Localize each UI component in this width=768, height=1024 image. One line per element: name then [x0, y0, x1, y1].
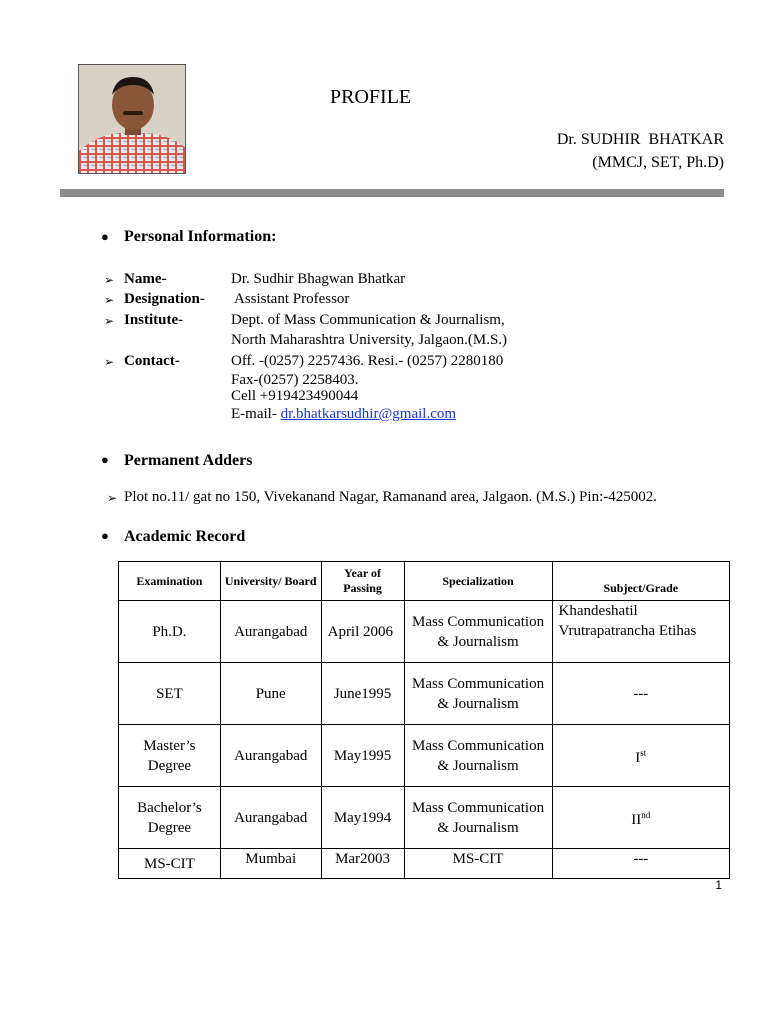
bullet-icon: ●	[101, 229, 109, 244]
address-heading: Permanent Adders	[124, 452, 253, 469]
arrow-bullet-icon: ➢	[104, 293, 115, 307]
profile-photo	[78, 64, 186, 174]
academic-heading: Academic Record	[124, 528, 246, 545]
exam-cell: Ph.D.	[119, 601, 221, 663]
designation-value: Assistant Professor	[234, 291, 350, 307]
grade-cell: ---	[552, 663, 729, 725]
year-cell: Mar2003	[321, 849, 404, 879]
table-row	[119, 725, 730, 787]
grade-cell: Ist	[552, 725, 729, 787]
arrow-bullet-icon: ➢	[104, 355, 115, 369]
column-header-specialization: Specialization	[404, 562, 552, 601]
arrow-bullet-icon: ➢	[104, 314, 115, 328]
board-cell: Aurangabad	[220, 601, 321, 663]
contact-email: E-mail- dr.bhatkarsudhir@gmail.com	[231, 406, 457, 422]
institute-label: Institute-	[124, 312, 184, 328]
year-cell: May1994	[321, 787, 404, 849]
grade-cell: Khandeshatil Vrutrapatrancha Etihas	[552, 601, 729, 663]
header-divider	[60, 189, 724, 197]
year-cell: May1995	[321, 725, 404, 787]
contact-label: Contact-	[124, 353, 180, 369]
exam-cell: SET	[119, 663, 221, 725]
board-cell: Aurangabad	[220, 787, 321, 849]
exam-cell: Bachelor’s Degree	[119, 787, 221, 849]
contact-cell: Cell +919423490044	[231, 388, 359, 404]
column-header-year: Year of Passing	[321, 562, 404, 601]
personal-info-heading: Personal Information:	[124, 228, 277, 245]
page-title: PROFILE	[330, 86, 412, 108]
institute-line-2: North Maharashtra University, Jalgaon.(M.S.)	[231, 332, 508, 348]
year-cell: June1995	[321, 663, 404, 725]
exam-cell: MS-CIT	[119, 849, 221, 879]
contact-phones: Off. -(0257) 2257436. Resi.- (0257) 2280180	[231, 353, 504, 369]
bullet-icon: ●	[101, 528, 109, 543]
exam-cell: Master’s Degree	[119, 725, 221, 787]
table-row	[119, 787, 730, 849]
board-cell: Aurangabad	[220, 725, 321, 787]
table-row	[119, 601, 730, 663]
board-cell: Mumbai	[220, 849, 321, 879]
arrow-bullet-icon: ➢	[104, 273, 115, 287]
grade-cell: ---	[552, 849, 729, 879]
designation-label: Designation-	[124, 291, 205, 307]
grade-superscript: st	[640, 748, 647, 758]
grade-cell: IInd	[552, 787, 729, 849]
specialization-cell: Mass Communication & Journalism	[404, 787, 552, 849]
table-header-row	[119, 562, 730, 601]
column-header-grade: Subject/Grade	[552, 562, 729, 601]
academic-record-table	[118, 561, 730, 879]
contact-fax: Fax-(0257) 2258403.	[231, 372, 359, 388]
specialization-cell: MS-CIT	[404, 849, 552, 879]
arrow-bullet-icon: ➢	[107, 491, 118, 505]
column-header-board: University/ Board	[220, 562, 321, 601]
table-row	[119, 849, 730, 879]
person-name: Dr. SUDHIR BHATKAR	[556, 131, 724, 148]
person-qualifications: (MMCJ, SET, Ph.D)	[592, 154, 724, 171]
grade-superscript: nd	[641, 810, 651, 820]
table-row	[119, 663, 730, 725]
bullet-icon: ●	[101, 452, 109, 467]
name-value: Dr. Sudhir Bhagwan Bhatkar	[231, 271, 406, 287]
specialization-cell: Mass Communication & Journalism	[404, 601, 552, 663]
specialization-cell: Mass Communication & Journalism	[404, 663, 552, 725]
board-cell: Pune	[220, 663, 321, 725]
column-header-examination: Examination	[119, 562, 221, 601]
page-number: 1	[715, 878, 722, 892]
institute-line-1: Dept. of Mass Communication & Journalism,	[231, 312, 505, 328]
name-label: Name-	[124, 271, 167, 287]
specialization-cell: Mass Communication & Journalism	[404, 725, 552, 787]
email-link[interactable]: dr.bhatkarsudhir@gmail.com	[280, 406, 457, 422]
year-cell: April 2006	[321, 601, 404, 663]
address-text: Plot no.11/ gat no 150, Vivekanand Nagar, Ramanand area, Jalgaon. (M.S.) Pin:-425002.	[124, 489, 657, 505]
